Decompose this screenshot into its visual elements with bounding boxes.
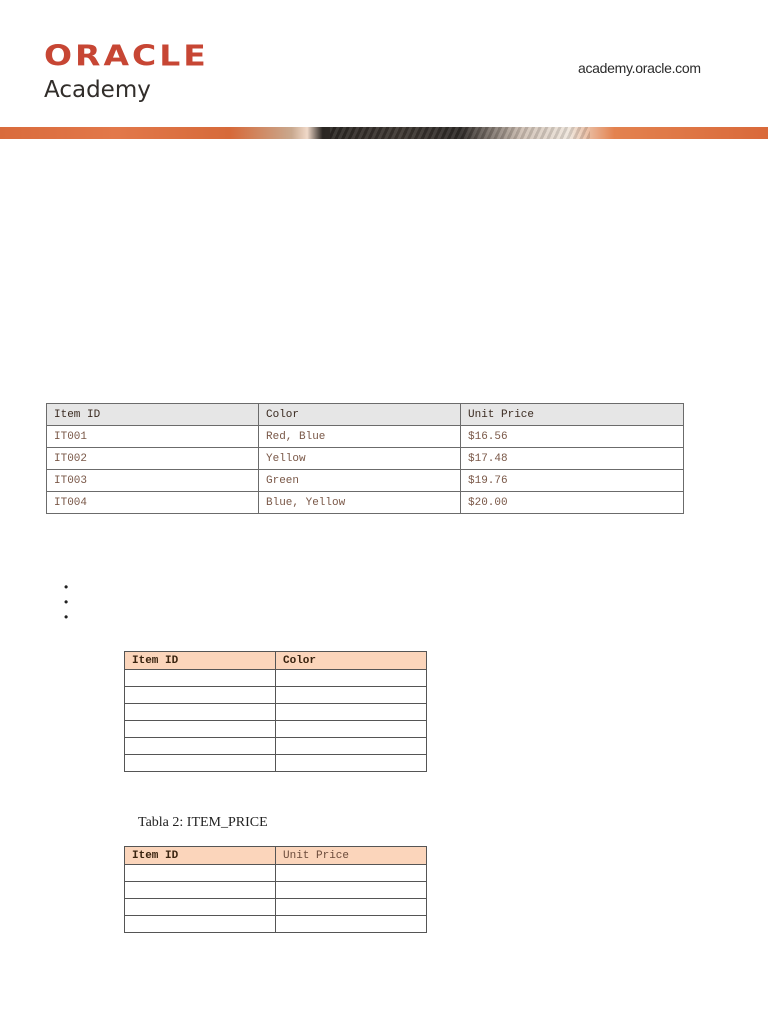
empty-cell <box>125 704 276 721</box>
table-header-row <box>125 847 427 865</box>
empty-cell <box>125 865 276 882</box>
empty-table-row <box>125 755 427 772</box>
table-row <box>47 470 684 492</box>
empty-table-row <box>125 704 427 721</box>
empty-cell <box>125 687 276 704</box>
column-header-unit-price: Unit Price <box>461 404 684 426</box>
cell-unit-price: $19.76 <box>461 470 684 492</box>
empty-cell <box>125 670 276 687</box>
empty-cell <box>276 882 427 899</box>
table-header-row <box>125 652 427 670</box>
column-header-color: Color <box>259 404 461 426</box>
empty-table-row <box>125 899 427 916</box>
empty-cell <box>276 755 427 772</box>
cell-item-id: IT001 <box>47 426 259 448</box>
empty-table-row <box>125 882 427 899</box>
academy-wordmark: Academy <box>44 77 151 103</box>
oracle-academy-logo <box>44 40 209 104</box>
empty-table-row <box>125 916 427 933</box>
table-row <box>47 492 684 514</box>
empty-cell <box>276 670 427 687</box>
empty-cell <box>276 899 427 916</box>
empty-cell <box>276 687 427 704</box>
cell-unit-price: $20.00 <box>461 492 684 514</box>
empty-cell <box>276 721 427 738</box>
column-header-item-id: Item ID <box>125 847 276 865</box>
table-row <box>47 426 684 448</box>
empty-cell <box>125 882 276 899</box>
cell-color: Yellow <box>259 448 461 470</box>
oracle-wordmark: ORACLE <box>44 39 209 73</box>
cell-item-id: IT004 <box>47 492 259 514</box>
empty-cell <box>276 916 427 933</box>
empty-cell <box>276 704 427 721</box>
empty-cell <box>125 755 276 772</box>
column-header-item-id: Item ID <box>125 652 276 670</box>
cell-color: Green <box>259 470 461 492</box>
empty-table-row <box>125 670 427 687</box>
empty-cell <box>276 865 427 882</box>
cell-color: Blue, Yellow <box>259 492 461 514</box>
site-url[interactable]: academy.oracle.com <box>578 60 701 76</box>
cell-color: Red, Blue <box>259 426 461 448</box>
list-item <box>64 595 68 610</box>
empty-table-row <box>125 865 427 882</box>
table-row <box>47 448 684 470</box>
empty-cell <box>276 738 427 755</box>
column-header-unit-price: Unit Price <box>276 847 427 865</box>
empty-table-row <box>125 687 427 704</box>
list-item <box>64 580 68 595</box>
empty-cell <box>125 721 276 738</box>
empty-cell <box>125 916 276 933</box>
decorative-banner <box>0 127 768 139</box>
list-item <box>64 610 68 625</box>
column-header-item-id: Item ID <box>47 404 259 426</box>
column-header-color: Color <box>276 652 427 670</box>
item-price-table <box>124 846 427 933</box>
cell-item-id: IT002 <box>47 448 259 470</box>
item-color-price-table <box>46 403 684 514</box>
cell-item-id: IT003 <box>47 470 259 492</box>
empty-cell <box>125 899 276 916</box>
table-2-caption: Tabla 2: ITEM_PRICE <box>138 815 268 830</box>
empty-table-row <box>125 721 427 738</box>
empty-cell <box>125 738 276 755</box>
table-header-row <box>47 404 684 426</box>
cell-unit-price: $17.48 <box>461 448 684 470</box>
empty-table-row <box>125 738 427 755</box>
bullet-list <box>64 580 68 625</box>
item-color-table <box>124 651 427 772</box>
cell-unit-price: $16.56 <box>461 426 684 448</box>
